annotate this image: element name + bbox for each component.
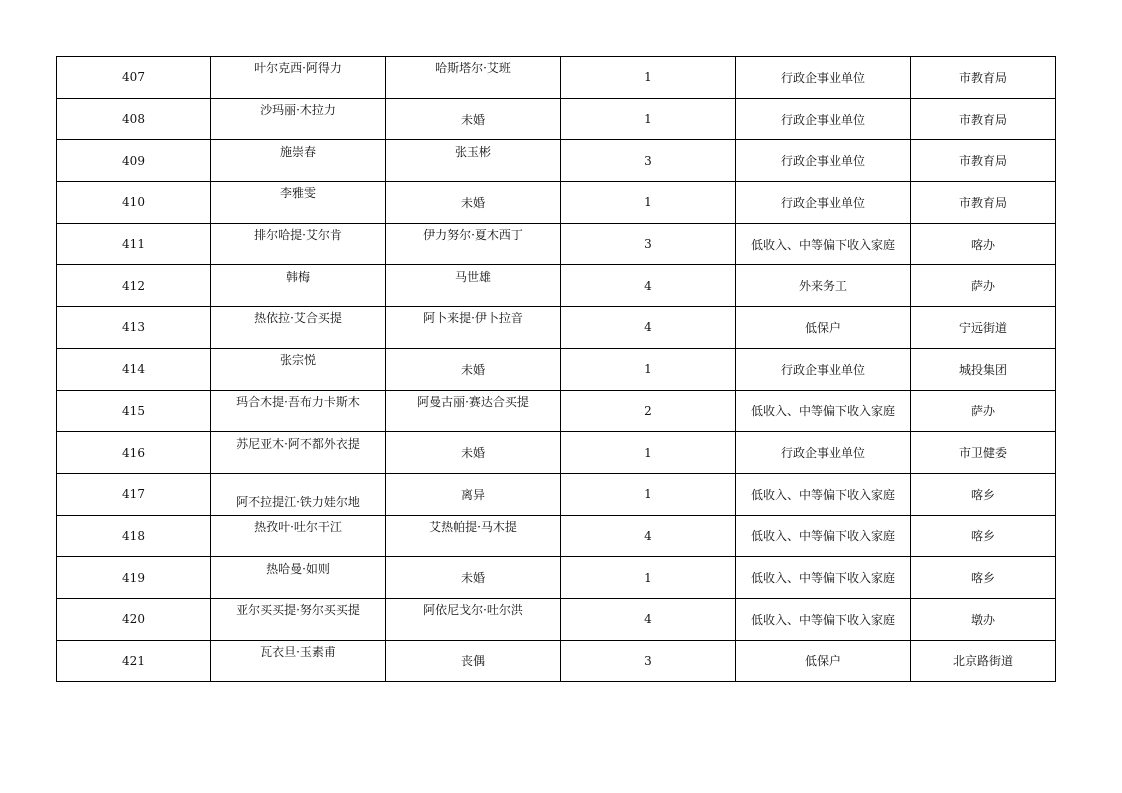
spouse-name: 伊力努尔·夏木西丁 [386,223,561,265]
spouse-name: 阿依尼戈尔·吐尔洪 [386,598,561,640]
household-members: 1 [561,473,736,515]
household-members: 1 [561,182,736,224]
table-row [57,515,1056,557]
work-unit: 喀乡 [911,515,1056,557]
row-number: 415 [57,390,211,432]
work-unit: 市教育局 [911,140,1056,182]
household-members: 3 [561,640,736,682]
applicant-category: 行政企事业单位 [736,98,911,140]
spouse-name: 张玉彬 [386,140,561,182]
applicant-name: 热哈曼·如则 [211,557,386,599]
work-unit: 墩办 [911,598,1056,640]
work-unit: 市卫健委 [911,432,1056,474]
spouse-name: 未婚 [386,98,561,140]
household-members: 4 [561,515,736,557]
household-members: 1 [561,348,736,390]
applicant-category: 行政企事业单位 [736,432,911,474]
applicant-name: 叶尔克西·阿得力 [211,57,386,99]
spouse-name: 阿卜来提·伊卜拉音 [386,307,561,349]
work-unit: 萨办 [911,390,1056,432]
spouse-name: 马世雄 [386,265,561,307]
household-members: 3 [561,223,736,265]
table-row [57,182,1056,224]
work-unit: 市教育局 [911,182,1056,224]
applicant-category: 低收入、中等偏下收入家庭 [736,223,911,265]
applicant-name: 施崇春 [211,140,386,182]
table-row [57,265,1056,307]
spouse-name: 艾热帕提·马木提 [386,515,561,557]
applicant-category: 行政企事业单位 [736,57,911,99]
applicant-name: 瓦衣旦·玉素甫 [211,640,386,682]
applicant-category: 低收入、中等偏下收入家庭 [736,598,911,640]
row-number: 421 [57,640,211,682]
row-number: 414 [57,348,211,390]
household-members: 4 [561,265,736,307]
table-row [57,307,1056,349]
applicant-name: 李雅雯 [211,182,386,224]
household-members: 4 [561,598,736,640]
table-row [57,557,1056,599]
row-number: 417 [57,473,211,515]
row-number: 407 [57,57,211,99]
applicant-category: 低收入、中等偏下收入家庭 [736,473,911,515]
table-row [57,223,1056,265]
spouse-name: 未婚 [386,432,561,474]
row-number: 416 [57,432,211,474]
work-unit: 市教育局 [911,98,1056,140]
row-number: 408 [57,98,211,140]
applicant-category: 外来务工 [736,265,911,307]
applicant-category: 行政企事业单位 [736,348,911,390]
table-row [57,140,1056,182]
row-number: 419 [57,557,211,599]
table-row [57,432,1056,474]
applicant-name: 亚尔买买提·努尔买买提 [211,598,386,640]
applicant-name: 玛合木提·吾布力卡斯木 [211,390,386,432]
spouse-name: 未婚 [386,557,561,599]
applicant-category: 低保户 [736,640,911,682]
household-members: 1 [561,57,736,99]
spouse-name: 丧偶 [386,640,561,682]
applicant-name: 苏尼亚木·阿不都外衣提 [211,432,386,474]
row-number: 409 [57,140,211,182]
table-row [57,598,1056,640]
applicant-name: 阿不拉提江·铁力娃尔地 [211,473,386,515]
applicant-category: 低保户 [736,307,911,349]
household-members: 2 [561,390,736,432]
spouse-name: 阿曼古丽·赛达合买提 [386,390,561,432]
applicant-category: 低收入、中等偏下收入家庭 [736,515,911,557]
applicant-name: 韩梅 [211,265,386,307]
spouse-name: 哈斯塔尔·艾班 [386,57,561,99]
spouse-name: 未婚 [386,182,561,224]
household-members: 1 [561,98,736,140]
work-unit: 喀乡 [911,473,1056,515]
row-number: 418 [57,515,211,557]
row-number: 411 [57,223,211,265]
applicant-name: 热依拉·艾合买提 [211,307,386,349]
work-unit: 喀办 [911,223,1056,265]
applicant-category: 行政企事业单位 [736,140,911,182]
table-row [57,348,1056,390]
spouse-name: 未婚 [386,348,561,390]
work-unit: 萨办 [911,265,1056,307]
work-unit: 城投集团 [911,348,1056,390]
applicant-name: 沙玛丽·木拉力 [211,98,386,140]
table-row [57,640,1056,682]
work-unit: 喀乡 [911,557,1056,599]
household-members: 1 [561,432,736,474]
row-number: 410 [57,182,211,224]
household-members: 1 [561,557,736,599]
applicant-name: 热孜叶·吐尔干江 [211,515,386,557]
table-row [57,390,1056,432]
row-number: 413 [57,307,211,349]
work-unit: 北京路街道 [911,640,1056,682]
applicant-category: 行政企事业单位 [736,182,911,224]
housing-applicant-table [56,56,1056,682]
household-members: 3 [561,140,736,182]
applicant-name: 张宗悦 [211,348,386,390]
table-row [57,473,1056,515]
household-members: 4 [561,307,736,349]
work-unit: 宁远街道 [911,307,1056,349]
row-number: 420 [57,598,211,640]
applicant-category: 低收入、中等偏下收入家庭 [736,390,911,432]
spouse-name: 离异 [386,473,561,515]
table-row [57,98,1056,140]
row-number: 412 [57,265,211,307]
work-unit: 市教育局 [911,57,1056,99]
table-row [57,57,1056,99]
applicant-category: 低收入、中等偏下收入家庭 [736,557,911,599]
applicant-name: 排尔哈提·艾尔肯 [211,223,386,265]
